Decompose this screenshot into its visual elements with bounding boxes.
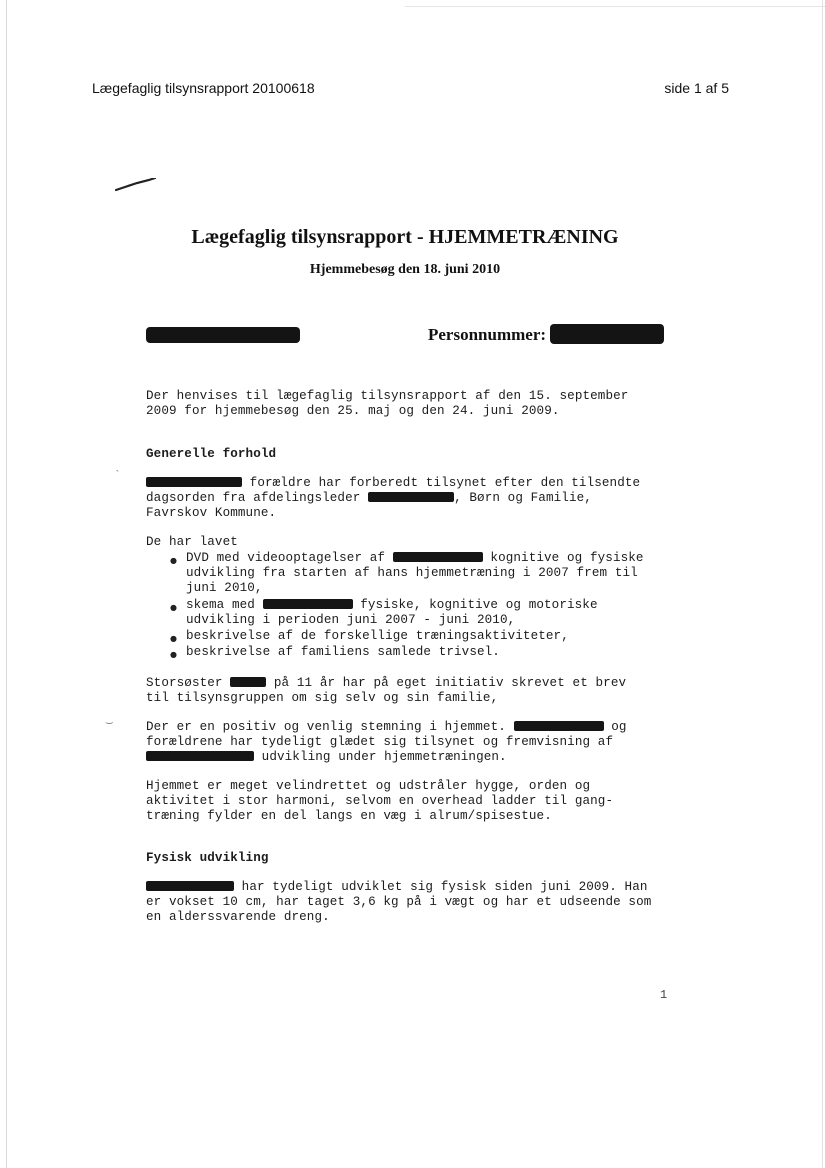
report-title: Lægefaglig tilsynsrapport - HJEMMETRÆNING [191, 226, 619, 248]
paragraph-line: forældre har forberedt tilsynet efter den tilsendte [146, 476, 640, 492]
list-item: beskrivelse af de forskellige træningsaktiviteter, [186, 629, 569, 643]
redacted-name [393, 552, 483, 562]
running-header-page: side 1 af 5 [664, 80, 729, 96]
personnummer-label: Personnummer: [428, 325, 547, 344]
intro-line-2: 2009 for hjemmebesøg den 25. maj og den 24. juni 2009. [146, 404, 560, 418]
redacted-personnummer [550, 324, 664, 344]
scan-edge-right [822, 0, 823, 1168]
scan-mark-icon: ` [114, 470, 121, 482]
paragraph-line: Der er en positiv og venlig stemning i hjemmet. og [146, 720, 627, 734]
paragraph-line: har tydeligt udviklet sig fysisk siden juni 2009. Han [146, 880, 648, 896]
redacted-name [230, 677, 266, 687]
list-item: DVD med videooptagelser af kognitive og fysiske [186, 551, 644, 565]
section-heading-general: Generelle forhold [146, 447, 277, 461]
redacted-name [146, 327, 300, 343]
redacted-name [368, 492, 454, 502]
report-subtitle: Hjemmebesøg den 18. juni 2010 [309, 262, 501, 277]
redacted-name [146, 881, 234, 891]
pen-mark-icon [115, 178, 157, 194]
paragraph-line: Storsøster på 11 år har på eget initiativ skrevet et brev [146, 676, 627, 690]
list-intro: De har lavet [146, 535, 238, 549]
bullet-icon: ● [170, 650, 178, 659]
paragraph-line: forældrene har tydeligt glædet sig tilsynet og fremvisning af [146, 735, 614, 749]
running-header-title: Lægefaglig tilsynsrapport 20100618 [92, 80, 315, 96]
list-item: skema med fysiske, kognitive og motoriske [186, 598, 598, 612]
redacted-name [146, 751, 254, 761]
paragraph-line: udvikling under hjemmetræningen. [146, 750, 507, 766]
redacted-name [263, 599, 353, 609]
page-number: 1 [660, 988, 668, 1002]
scan-edge-top [405, 6, 825, 7]
paragraph-line: er vokset 10 cm, har taget 3,6 kg på i vægt og har et udseende som [146, 895, 652, 909]
paragraph-line: Hjemmet er meget velindrettet og udstråler hygge, orden og [146, 779, 591, 793]
paragraph-line: en alderssvarende dreng. [146, 910, 330, 924]
list-item-cont: juni 2010, [186, 581, 263, 595]
section-heading-physical: Fysisk udvikling [146, 851, 269, 865]
list-item: beskrivelse af familiens samlede trivsel. [186, 645, 500, 659]
list-item-cont: udvikling i perioden juni 2007 - juni 2010, [186, 613, 516, 627]
scan-mark-icon: ‿ [106, 714, 113, 726]
paragraph-line: Favrskov Kommune. [146, 506, 277, 520]
paragraph-line: dagsorden fra afdelingsleder , Børn og Familie, [146, 491, 592, 505]
list-item-cont: udvikling fra starten af hans hjemmetræning i 2007 frem til [186, 566, 638, 580]
paragraph-line: træning fylder en del langs en væg i alrum/spisestue. [146, 809, 552, 823]
redacted-name [514, 721, 604, 731]
paragraph-line: til tilsynsgruppen om sig selv og sin familie, [146, 691, 499, 705]
redacted-name [146, 477, 242, 487]
paragraph-line: aktivitet i stor harmoni, selvom en overhead ladder til gang- [146, 794, 614, 808]
intro-line-1: Der henvises til lægefaglig tilsynsrapport af den 15. september [146, 389, 629, 403]
scan-edge-left [6, 0, 7, 1168]
bullet-icon: ● [170, 634, 178, 643]
bullet-icon: ● [170, 603, 178, 612]
bullet-icon: ● [170, 556, 178, 565]
